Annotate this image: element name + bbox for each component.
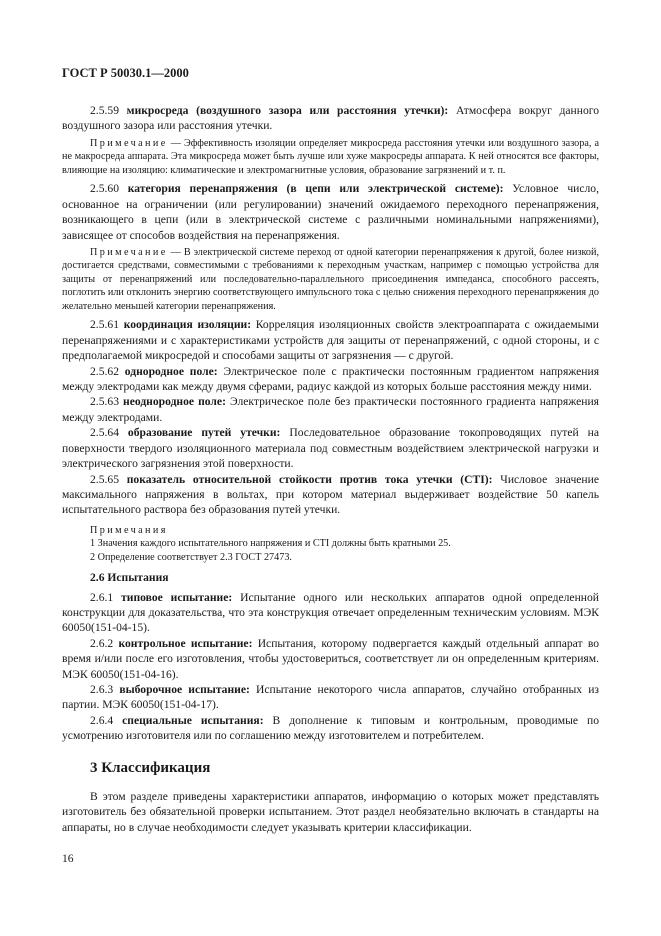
definition: Атмосфера вокруг данного воздушного зазора или расстояния утечки. <box>62 104 600 133</box>
definition: Числовое значение максимального напряжения в вольтах, при котором материал выдерживает воздействие 50 капель испытательного раствора без образования путей утечки. <box>62 472 599 517</box>
clause-2-5-61 <box>62 317 599 363</box>
term: выборочное испытание: <box>119 683 250 697</box>
clause-number: 2.6.3 <box>90 683 114 697</box>
definition: Условное число, основанное на ограничении (или регулировании) значений ожидаемого переходного перенапряжения, возникающего в цепи (или в электрической системе с различными номинальными напряжениями), зависящее от способов воздействия на перенапряжения. <box>62 182 599 242</box>
term: неоднородное поле: <box>123 395 226 409</box>
definition: Электрическое поле с практически постоянным градиентом напряжения между электродами как между двумя сферами, радиус каждой из которых больше расстояния между ними. <box>62 364 600 394</box>
clause-number: 2.6.1 <box>90 590 114 604</box>
clause-2-5-59 <box>62 103 599 134</box>
note-text: — В электрической системе переход от одной категории перенапряжения к другой, более низкой, достигается средствами, совместимыми с требованиями к переходным участкам, например с помощью устройства для защиты от перенапряжений или последовательно-параллельного присоединения импеданса, способного рассеять, поглотить или отклонить энергию соответствующего импульсного тока с целью снижения переходного перенапряжения до желательно меньшей категории перенапряжения. <box>62 246 599 312</box>
clause-2-6-4 <box>62 713 599 744</box>
subsection-heading: 2.6 Испытания <box>90 571 169 585</box>
term: типовое испытание: <box>121 590 233 604</box>
definition: Испытания, которому подвергается каждый отдельный аппарат во время и/или после его изготовления, чтобы удостовериться, соответствует ли он определенным критериям. МЭК 60050(151-04-16). <box>62 636 600 681</box>
clause-number: 2.5.59 <box>90 104 119 117</box>
note-item: 2 Определение соответствует 2.3 ГОСТ 27473. <box>90 551 292 563</box>
clause-number: 2.5.61 <box>90 318 119 332</box>
clause-2-5-63 <box>62 394 599 425</box>
definition: Электрическое поле без практически постоянного градиента напряжения между электродами. <box>62 395 599 424</box>
clause-2-5-64 <box>62 425 599 471</box>
note-label: Примечание <box>90 137 168 149</box>
note-2-5-59 <box>62 137 599 178</box>
section-heading: 3 Классификация <box>90 759 211 776</box>
clause-2-6-3 <box>62 682 599 713</box>
clause-number: 2.5.65 <box>90 472 119 486</box>
clause-2-5-60 <box>62 181 599 243</box>
note-item: 1 Значения каждого испытательного напряжения и CTI должны быть кратными 25. <box>90 538 451 550</box>
note-2-5-60 <box>62 246 599 314</box>
clause-number: 2.5.64 <box>90 426 119 440</box>
term: категория перенапряжения (в цепи или электрической системе): <box>127 182 504 196</box>
clause-2-5-62 <box>62 364 599 395</box>
term: показатель относительной стойкости против тока утечки (CTI): <box>126 472 493 486</box>
term: микросреда (воздушного зазора или расстояния утечки): <box>126 104 449 117</box>
clause-number: 2.5.63 <box>90 395 119 409</box>
term: координация изоляции: <box>123 318 252 332</box>
page-number: 16 <box>62 852 74 865</box>
definition: Испытание некоторого числа аппаратов, случайно отобранных из партии. МЭК 60050(151-04-17). <box>62 683 599 712</box>
definition: Корреляция изоляционных свойств электроаппарата с ожидаемыми перенапряжениями и с характеристиками устройств для защиты от перенапряжений, с одной стороны, и с предполагаемой микросредой и способами защиты от загрязнения — с другой. <box>62 318 599 363</box>
definition: В дополнение к типовым и контрольным, проводимые по усмотрению изготовителя или по соглашению между изготовителем и потребителем. <box>62 713 599 743</box>
notes-label: Примечания <box>90 524 168 536</box>
clause-number: 2.6.2 <box>90 636 114 650</box>
clause-number: 2.6.4 <box>90 713 114 727</box>
clause-number: 2.5.62 <box>90 364 119 378</box>
term: образование путей утечки: <box>127 426 281 440</box>
section-intro: В этом разделе приведены характеристики аппаратов, информацию о которых может представлять изготовитель без обязательной проверки испытанием. Этот раздел необязательно включать в стандарты на аппараты, но в случае необходимости следует указывать критерии классификации. <box>62 789 599 834</box>
document-header: ГОСТ Р 50030.1—2000 <box>62 66 189 80</box>
term: контрольное испытание: <box>118 636 253 650</box>
term: однородное поле: <box>124 364 218 378</box>
note-text: — Эффективность изоляции определяет микросреда расстояния утечки или воздушного зазора, а не макросреда аппарата. Эта микросреда может быть лучше или хуже макросреды аппарата. К ней относятся все факторы, влияющие на изоляцию: климатические и электромагнитные условия, образование загрязнений и т. п. <box>62 137 600 176</box>
definition: Последовательное образование токопроводящих путей на поверхности твердого изоляционного материала под совместным воздействием электрической нагрузки и электрического загрязнения этой поверхности. <box>62 426 599 471</box>
term: специальные испытания: <box>122 713 264 727</box>
clause-number: 2.5.60 <box>90 182 119 196</box>
clause-2-6-2 <box>62 636 599 682</box>
clause-2-5-65 <box>62 472 599 518</box>
definition: Испытание одного или нескольких аппаратов одной определенной конструкции для доказательства, что эта конструкция отвечает определенным техническим условиям. МЭК 60050(151-04-15). <box>62 590 599 635</box>
clause-2-6-1 <box>62 590 599 636</box>
note-label: Примечание <box>90 246 168 258</box>
